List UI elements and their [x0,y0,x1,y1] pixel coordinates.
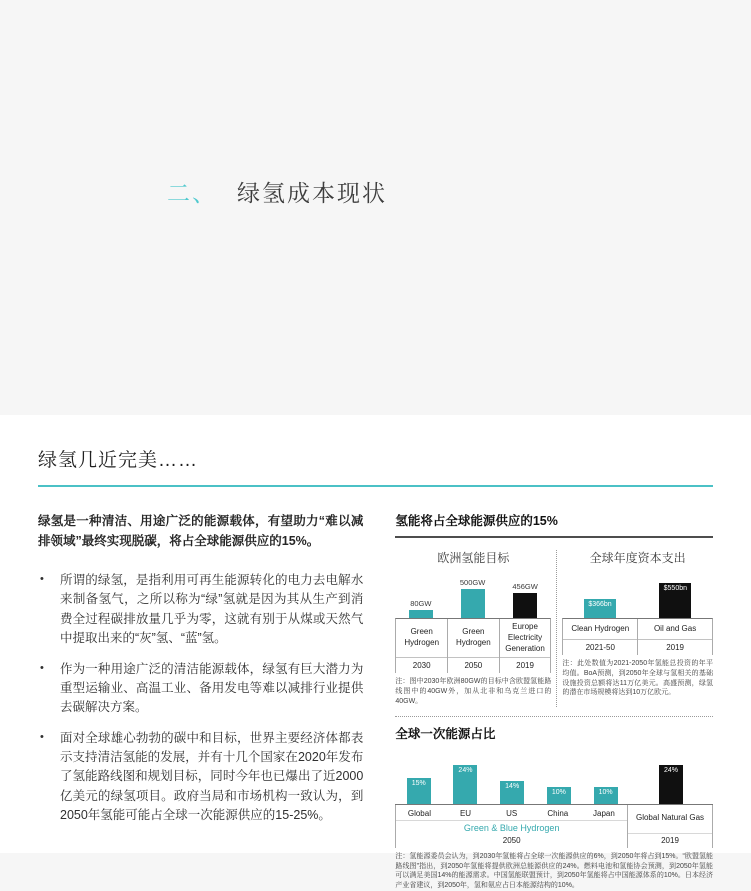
chart3-natural-gas-cell [627,805,713,848]
category-label: Green Hydrogen [456,627,491,647]
bar-value-label: 14% [505,782,520,790]
chart1-bars [395,570,551,618]
year-label: 2021-50 [563,639,637,655]
bar-europe-electricity-2019 [513,593,537,618]
year-label: 2019 [500,657,551,673]
year-label: 2019 [638,639,712,655]
title-underline-rule [38,485,713,487]
slide-1 [0,0,751,415]
chart1-title: 欧洲氢能目标 [437,551,510,565]
slide2-title: 绿氢几近完美…… [38,450,199,471]
chart2-bars [562,570,713,618]
bar-clean-hydrogen [584,599,616,618]
slide1-section-number: 二、 [167,180,217,207]
slide-2 [0,415,751,890]
chart3-bar-col [629,765,713,804]
group-year-label: 2050 [502,835,521,845]
chart1-label-cell [396,619,447,673]
bar-value-label: 500GW [459,578,486,587]
intro-paragraph: 绿氢是一种清洁、用途广泛的能源载体，有望助力“难以减排领域”最终实现脱碳，将占全球能源供应的15%。 [38,514,364,548]
bar-value-label: 80GW [410,599,432,608]
text-column [38,511,363,891]
category-label: Europe Electricity Generation [505,622,545,653]
category-label: US [506,808,518,818]
chart3-footnote: 注：氢能源委员会认为，到2030年氢能将占全球一次能源供应的6%，到2050年将占到15%。“欧盟氢能路线图”指出，到2050年氢能将提供欧洲总能源供应的24%。燃料电池和氢能协会预测，到2050年氢能可以满足美国14%的能源需求。中国氢能联盟预计，到2050年氢能将占中国能源体系的10%。日本经济产业省建议，到2050年，氢和氨应占日本能源结构的10%。 [395,852,713,890]
category-label: China [547,808,569,818]
slide2-body [38,511,713,891]
dotted-vertical-divider [556,550,557,707]
year-label: 2019 [628,833,712,848]
slide1-title-text: 绿氢成本现状 [237,180,387,207]
chart3-bar-col [489,781,536,804]
year-label: 2050 [448,657,499,673]
category-label: Global [407,808,431,818]
chart3-bar-col [442,765,489,804]
bar-value-label: 15% [411,779,426,787]
chart2-footnote: 注：此处数值为2021-2050年氢能总投资的年平均值。BoA预测，到2050年全球与氢相关的基础设施投资总额将达11万亿美元。高盛预测，绿氢的潜在市场规模将达到10万亿欧元。 [562,660,713,697]
bar-value-label: $366bn [588,601,612,608]
chart2-bar-col [584,599,616,618]
chart3-bar-col [536,787,583,804]
chart1-label-cell [447,619,499,673]
chart3-hydrogen-group [395,805,627,848]
chart3-bar-col [582,787,629,804]
bullet-item: • 面对全球雄心勃勃的碳中和目标，世界主要经济体都表示支持清洁氢能的发展，并有十几个国家在2020年发布了氢能路线图和规划目标，同时今年也已爆出了近2000亿美元的绿氢项目。政府当局和市场机构一致认为，到2050年氢能可能占全球一次能源供应的15-25%。 [38,729,363,826]
bar-green-hydrogen-2030 [409,610,433,618]
chart2-label-cell [563,619,637,655]
bar-japan [594,787,618,804]
charts-column [395,511,713,891]
chart2-title: 全球年度资本支出 [589,551,686,565]
bullet-item: • 作为一种用途广泛的清洁能源载体，绿氢有巨大潜力为重型运输业、高温工业、备用发电等难以减排行业提供去碳解决方案。 [38,660,363,718]
chart1-footnote: 注：图中2030年欧洲80GW的目标中含欧盟氢能路线图中的40GW外，加从北非和乌克兰进口的40GW。 [395,678,552,705]
chart1-bar-col [460,578,485,618]
bar-value-label: 24% [458,766,473,774]
chart3-group-sub [396,820,627,848]
category-label: Oil and Gas [653,623,697,633]
year-label: 2030 [396,657,447,673]
chart-global-annual-capex [562,546,713,707]
bar-value-label: $550bn [663,585,687,592]
chart-primary-energy-share [395,724,713,891]
bar-value-label: 456GW [512,582,538,591]
bar-green-hydrogen-2050 [461,589,485,618]
upper-charts-row [395,546,713,707]
bar-value-label: 10% [598,788,613,796]
bar-global [407,778,431,804]
group-label: Green & Blue Hydrogen [463,822,560,833]
bar-us [500,781,524,804]
category-label: EU [459,808,472,818]
chart1-bar-col [512,582,537,618]
category-label: Japan [593,808,615,818]
chart1-label-cell [499,619,551,673]
bar-oil-and-gas [659,583,691,618]
bar-value-label: 24% [664,766,679,774]
chart2-axis-labels [562,618,713,655]
category-label: Global Natural Gas [635,813,705,823]
bullet-item: • 所谓的绿氢，是指利用可再生能源转化的电力去电解水来制备氢气，之所以称为“绿”氢就是因为其从生产到消费全过程碳排放量几乎为零，这就有别于从煤或天然气中提取出来的“灰”氢、“蓝”氢。 [38,571,363,649]
chart3-bars [395,750,713,804]
dotted-horizontal-divider [395,716,713,717]
bar-value-label: 10% [551,788,566,796]
chart3-title: 全球一次能源占比 [395,726,496,741]
chart3-category-row [396,805,627,820]
charts-header: 氢能将占全球能源供应的15% [395,514,558,528]
chart2-label-cell [637,619,712,655]
chart2-bar-col [659,583,691,618]
chart3-axis-labels [395,804,713,848]
bar-eu [453,765,477,804]
bullet-list [38,571,363,826]
category-label: Green Hydrogen [404,627,440,647]
category-label: Clean Hydrogen [571,623,630,633]
chart1-axis-labels [395,618,551,673]
slide1-title [167,175,387,208]
bar-china [547,787,571,804]
chart-europe-hydrogen-targets [395,546,551,707]
charts-header-rule [395,536,713,538]
chart3-bar-col [395,778,442,804]
chart1-bar-col [409,599,433,618]
bar-global-natural-gas [659,765,683,804]
